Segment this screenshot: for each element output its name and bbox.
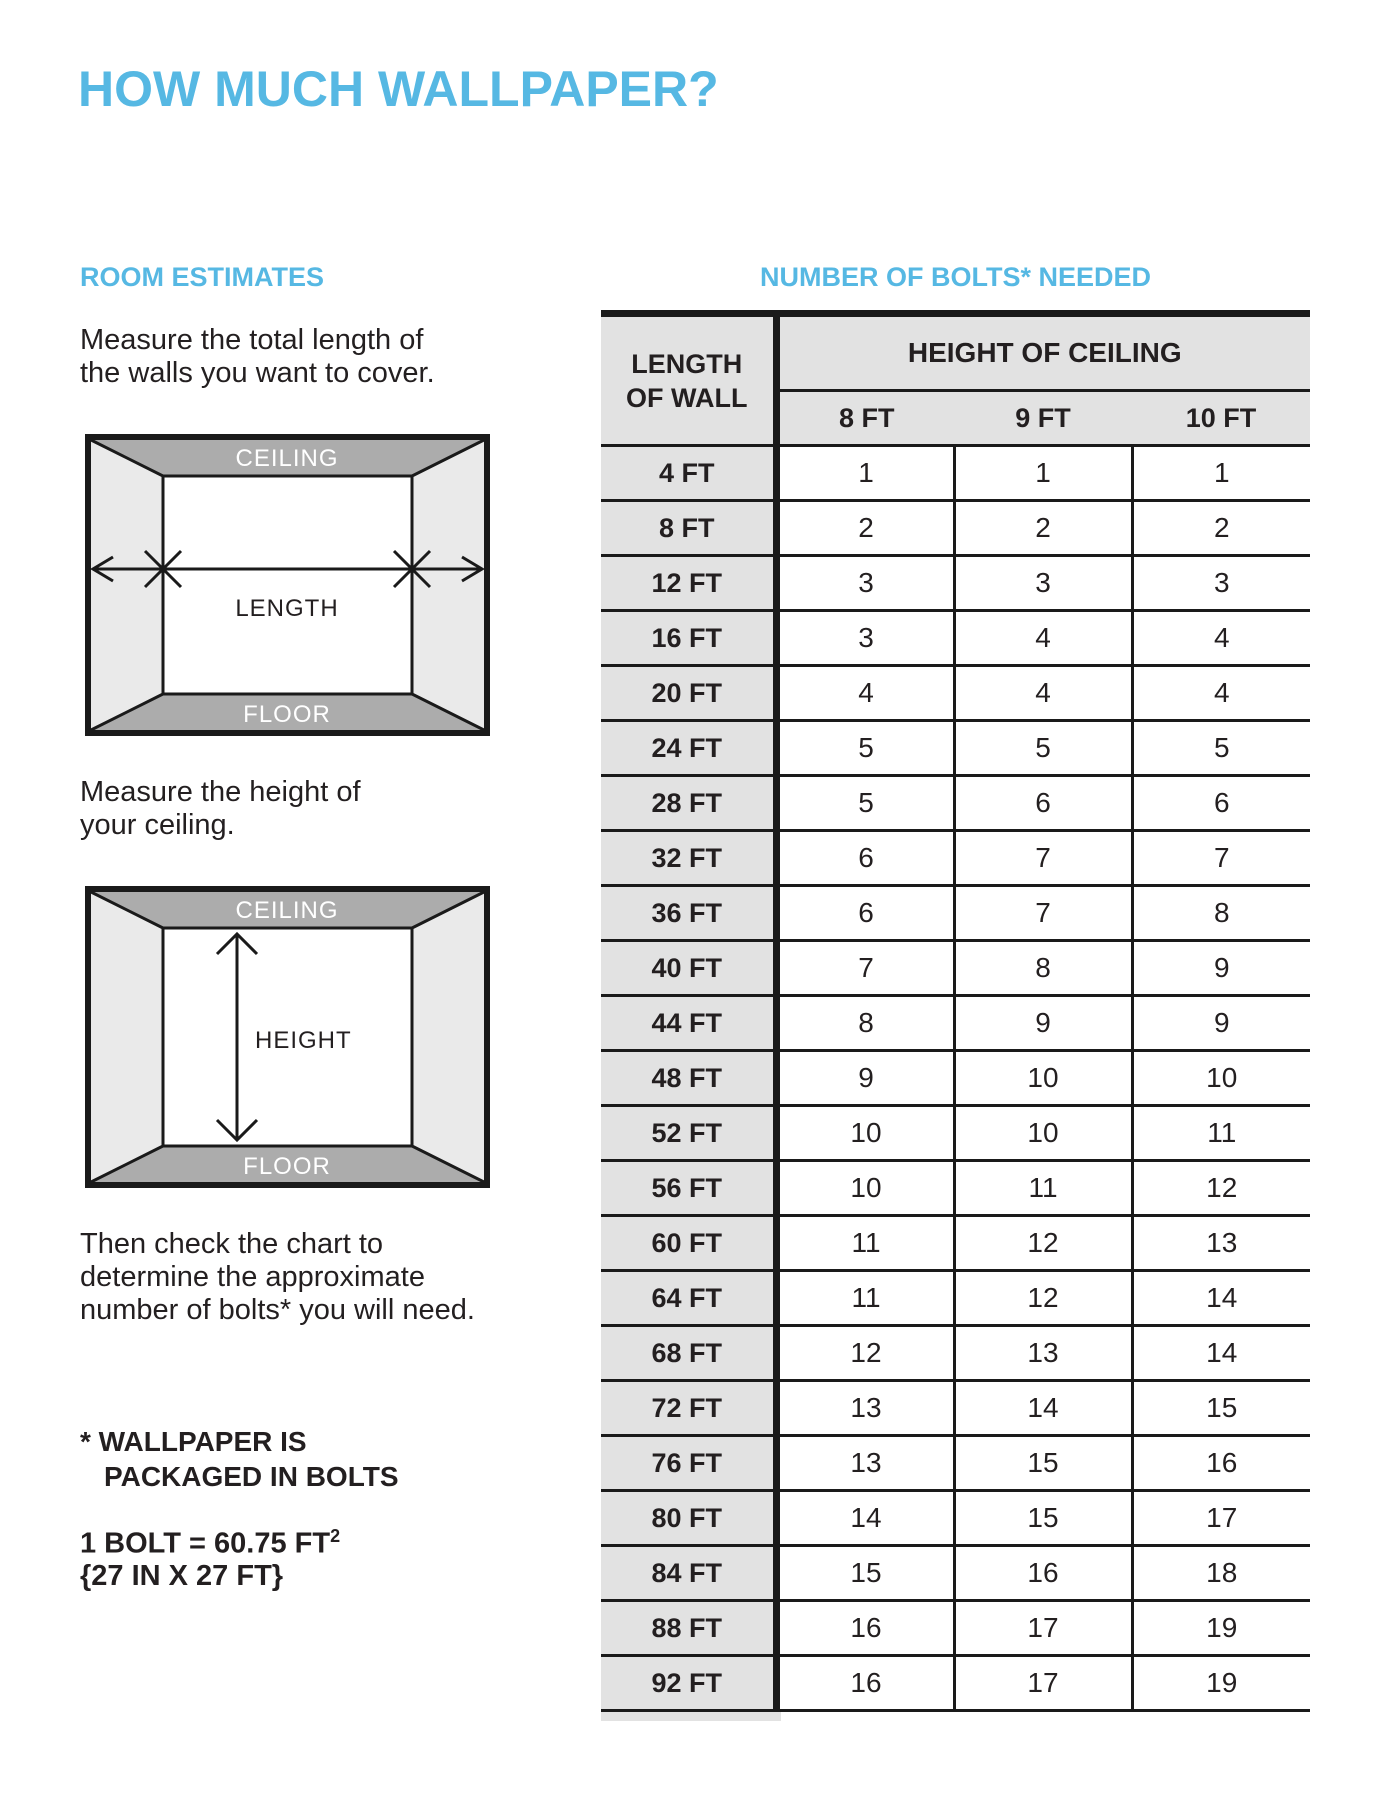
floor-label: FLOOR <box>243 701 331 728</box>
bolts-value-cell: 8 <box>776 996 954 1051</box>
room-length-diagram-svg <box>85 434 490 736</box>
bolts-value-cell: 16 <box>776 1656 954 1711</box>
bolts-value-cell: 14 <box>776 1491 954 1546</box>
wall-length-cell: 8 FT <box>601 501 776 556</box>
height-of-ceiling-header: HEIGHT OF CEILING <box>776 314 1310 391</box>
table-row <box>601 556 1310 611</box>
bolt-equation: 1 BOLT = 60.75 $FT^2$ <box>80 1526 341 1560</box>
bolts-value-cell: 13 <box>776 1436 954 1491</box>
table-row <box>601 996 1310 1051</box>
bolts-value-cell: 13 <box>954 1326 1132 1381</box>
table-row <box>601 1381 1310 1436</box>
bolts-value-cell: 15 <box>954 1436 1132 1491</box>
measure-height-paragraph <box>80 776 361 842</box>
table-row <box>601 1601 1310 1656</box>
wall-length-cell: 80 FT <box>601 1491 776 1546</box>
bolts-value-cell: 3 <box>1132 556 1310 611</box>
bolts-value-cell: 17 <box>1132 1491 1310 1546</box>
bolts-value-cell: 2 <box>776 501 954 556</box>
bolts-value-cell: 1 <box>776 446 954 501</box>
ceiling-height-diagram-svg <box>85 886 490 1188</box>
wall-length-cell: 12 FT <box>601 556 776 611</box>
bolts-value-cell: 4 <box>1132 666 1310 721</box>
wall-length-cell: 24 FT <box>601 721 776 776</box>
footnote-line: * WALLPAPER IS <box>80 1426 307 1457</box>
paragraph-line: Measure the total length of <box>80 324 424 356</box>
col-header-8ft: 8 FT <box>776 391 954 446</box>
height-label: HEIGHT <box>255 1027 352 1054</box>
wall-length-cell: 64 FT <box>601 1271 776 1326</box>
ceiling-label: CEILING <box>235 897 339 924</box>
bolts-value-cell: 8 <box>1132 886 1310 941</box>
right-wall-shape <box>412 440 484 730</box>
bolts-value-cell: 2 <box>954 501 1132 556</box>
bolts-value-cell: 10 <box>954 1106 1132 1161</box>
paragraph-line: determine the approximate <box>80 1261 425 1293</box>
bolts-value-cell: 11 <box>1132 1106 1310 1161</box>
table-row <box>601 1051 1310 1106</box>
bolts-value-cell: 4 <box>954 611 1132 666</box>
length-of-wall-header: LENGTH OF WALL <box>601 314 776 446</box>
table-row <box>601 1216 1310 1271</box>
wall-length-cell: 44 FT <box>601 996 776 1051</box>
room-length-diagram <box>85 434 490 736</box>
table-row <box>601 1491 1310 1546</box>
wall-length-cell: 88 FT <box>601 1601 776 1656</box>
bolts-value-cell: 5 <box>776 721 954 776</box>
bolts-value-cell: 5 <box>1132 721 1310 776</box>
bolts-value-cell: 19 <box>1132 1601 1310 1656</box>
table-left-column-tail <box>601 1712 781 1721</box>
bolts-value-cell: 11 <box>776 1271 954 1326</box>
measure-length-paragraph <box>80 324 435 390</box>
table-row <box>601 1436 1310 1491</box>
bolts-value-cell: 12 <box>954 1271 1132 1326</box>
wall-length-cell: 92 FT <box>601 1656 776 1711</box>
bolts-value-cell: 11 <box>776 1216 954 1271</box>
paragraph-line: your ceiling. <box>80 809 235 841</box>
bolts-value-cell: 3 <box>954 556 1132 611</box>
ceiling-label: CEILING <box>235 445 339 472</box>
wall-length-cell: 48 FT <box>601 1051 776 1106</box>
paragraph-line: Then check the chart to <box>80 1228 384 1260</box>
bolts-value-cell: 1 <box>1132 446 1310 501</box>
table-row <box>601 831 1310 886</box>
bolts-value-cell: 6 <box>776 886 954 941</box>
wall-length-cell: 32 FT <box>601 831 776 886</box>
table-row <box>601 666 1310 721</box>
table-row <box>601 1161 1310 1216</box>
bolts-value-cell: 10 <box>954 1051 1132 1106</box>
wall-length-cell: 52 FT <box>601 1106 776 1161</box>
bolts-value-cell: 6 <box>776 831 954 886</box>
bolt-size-info <box>80 1520 340 1592</box>
table-row <box>601 1326 1310 1381</box>
bolts-value-cell: 7 <box>1132 831 1310 886</box>
bolts-value-cell: 12 <box>776 1326 954 1381</box>
bolts-value-cell: 10 <box>1132 1051 1310 1106</box>
footnote-line: PACKAGED IN BOLTS <box>104 1461 399 1492</box>
col-header-9ft: 9 FT <box>954 391 1132 446</box>
bolt-dimensions: {27 IN X 27 FT} <box>80 1559 284 1592</box>
wall-length-cell: 76 FT <box>601 1436 776 1491</box>
bolts-value-cell: 17 <box>954 1656 1132 1711</box>
wallpaper-bolts-footnote <box>80 1424 399 1494</box>
bolts-value-cell: 5 <box>776 776 954 831</box>
table-row <box>601 446 1310 501</box>
bolts-needed-heading: NUMBER OF BOLTS* NEEDED <box>759 262 1151 292</box>
right-wall-shape <box>412 892 484 1182</box>
bolts-value-cell: 17 <box>954 1601 1132 1656</box>
bolts-value-cell: 18 <box>1132 1546 1310 1601</box>
bolts-value-cell: 16 <box>1132 1436 1310 1491</box>
wall-length-cell: 68 FT <box>601 1326 776 1381</box>
wall-length-cell: 4 FT <box>601 446 776 501</box>
table-group-header-row <box>601 314 1310 391</box>
room-estimates-heading: ROOM ESTIMATES <box>80 262 325 292</box>
bolts-value-cell: 11 <box>954 1161 1132 1216</box>
check-chart-paragraph <box>80 1228 475 1327</box>
bolts-value-cell: 9 <box>954 996 1132 1051</box>
table-row <box>601 501 1310 556</box>
table-row <box>601 1271 1310 1326</box>
wall-length-cell: 72 FT <box>601 1381 776 1436</box>
bolts-value-cell: 15 <box>1132 1381 1310 1436</box>
bolts-value-cell: 3 <box>776 556 954 611</box>
table-row <box>601 721 1310 776</box>
bolts-value-cell: 9 <box>776 1051 954 1106</box>
bolts-value-cell: 15 <box>776 1546 954 1601</box>
page-title: HOW MUCH WALLPAPER? <box>78 61 719 117</box>
bolts-value-cell: 7 <box>776 941 954 996</box>
bolts-value-cell: 12 <box>954 1216 1132 1271</box>
bolts-value-cell: 4 <box>1132 611 1310 666</box>
bolts-value-cell: 12 <box>1132 1161 1310 1216</box>
wall-length-cell: 84 FT <box>601 1546 776 1601</box>
wall-length-cell: 20 FT <box>601 666 776 721</box>
bolts-value-cell: 10 <box>776 1161 954 1216</box>
bolts-value-cell: 10 <box>776 1106 954 1161</box>
wall-length-cell: 56 FT <box>601 1161 776 1216</box>
table-row <box>601 886 1310 941</box>
table-row <box>601 1106 1310 1161</box>
wall-length-cell: 16 FT <box>601 611 776 666</box>
table-row <box>601 611 1310 666</box>
ceiling-height-diagram <box>85 886 490 1188</box>
bolts-value-cell: 16 <box>776 1601 954 1656</box>
bolts-value-cell: 13 <box>1132 1216 1310 1271</box>
bolts-value-cell: 2 <box>1132 501 1310 556</box>
bolts-value-cell: 3 <box>776 611 954 666</box>
bolts-value-cell: 1 <box>954 446 1132 501</box>
left-wall-shape <box>91 892 163 1182</box>
bolts-value-cell: 6 <box>1132 776 1310 831</box>
bolts-value-cell: 7 <box>954 831 1132 886</box>
left-wall-shape <box>91 440 163 730</box>
bolts-value-cell: 13 <box>776 1381 954 1436</box>
bolts-value-cell: 19 <box>1132 1656 1310 1711</box>
col-header-10ft: 10 FT <box>1132 391 1310 446</box>
bolts-needed-table <box>601 310 1310 1712</box>
table-row <box>601 1656 1310 1711</box>
wall-length-cell: 28 FT <box>601 776 776 831</box>
bolts-value-cell: 6 <box>954 776 1132 831</box>
bolts-value-cell: 8 <box>954 941 1132 996</box>
bolts-value-cell: 15 <box>954 1491 1132 1546</box>
table-row <box>601 776 1310 831</box>
bolts-value-cell: 16 <box>954 1546 1132 1601</box>
table-row <box>601 1546 1310 1601</box>
bolts-value-cell: 9 <box>1132 996 1310 1051</box>
bolts-value-cell: 14 <box>1132 1271 1310 1326</box>
bolts-value-cell: 4 <box>776 666 954 721</box>
bolts-value-cell: 14 <box>1132 1326 1310 1381</box>
bolts-value-cell: 14 <box>954 1381 1132 1436</box>
wall-length-cell: 36 FT <box>601 886 776 941</box>
paragraph-line: number of bolts* you will need. <box>80 1294 475 1326</box>
paragraph-line: Measure the height of <box>80 776 361 808</box>
bolts-value-cell: 9 <box>1132 941 1310 996</box>
bolts-value-cell: 4 <box>954 666 1132 721</box>
paragraph-line: the walls you want to cover. <box>80 357 435 389</box>
back-wall-shape <box>163 476 412 694</box>
length-label: LENGTH <box>235 595 339 622</box>
wall-length-cell: 40 FT <box>601 941 776 996</box>
bolts-value-cell: 5 <box>954 721 1132 776</box>
wall-length-cell: 60 FT <box>601 1216 776 1271</box>
table-row <box>601 941 1310 996</box>
bolts-value-cell: 7 <box>954 886 1132 941</box>
squared-superscript: 2 <box>330 1526 341 1546</box>
floor-label: FLOOR <box>243 1153 331 1180</box>
